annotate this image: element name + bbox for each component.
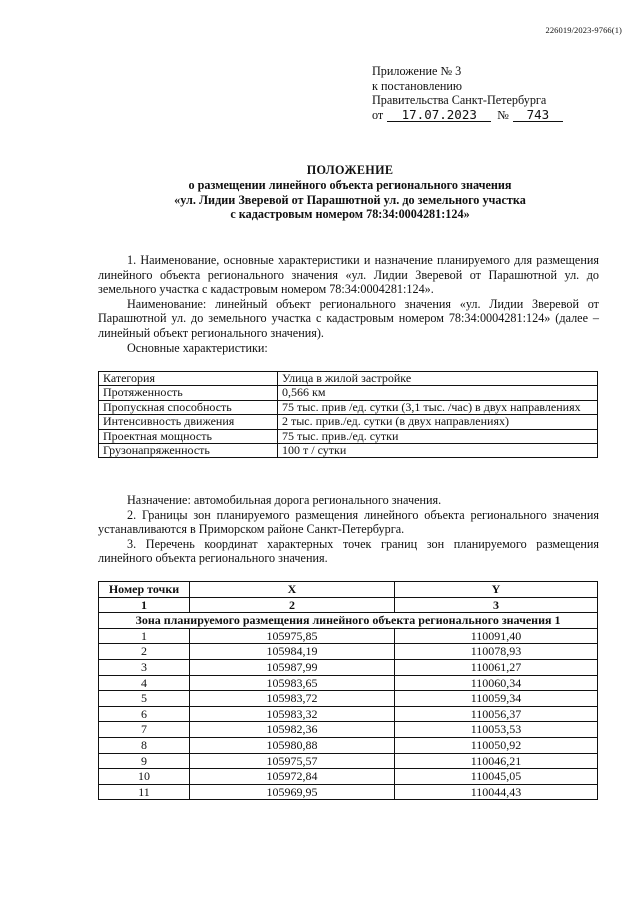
x-coordinate: 105987,99	[190, 659, 395, 675]
zone-row	[99, 613, 598, 629]
x-coordinate: 105972,84	[190, 769, 395, 785]
table-row	[99, 784, 598, 800]
point-number: 2	[99, 644, 190, 660]
column-number: 2	[190, 597, 395, 613]
point-number: 1	[99, 628, 190, 644]
table-row	[99, 722, 598, 738]
paragraph-3: Основные характеристики:	[127, 340, 268, 355]
table-row	[99, 444, 598, 458]
number-label: №	[497, 107, 509, 122]
document-title	[0, 163, 640, 222]
column-header-y: Y	[395, 582, 598, 598]
point-number: 5	[99, 691, 190, 707]
title-line-3: «ул. Лидии Зверевой от Парашютной ул. до земельного участка	[174, 192, 526, 207]
point-number: 10	[99, 769, 190, 785]
appendix-block	[372, 64, 563, 122]
y-coordinate: 110056,37	[395, 706, 598, 722]
paragraph-1: 1. Наименование, основные характеристики и назначение планируемого для размещения линейного объекта регионального значения «ул. Лидии Зверевой от Парашютной ул. до земельного участка с кадастровым номером 78:34:0004281:124».	[98, 253, 599, 297]
table-row	[99, 386, 598, 400]
appendix-line-3: Правительства Санкт-Петербурга	[372, 93, 547, 108]
point-number: 3	[99, 659, 190, 675]
from-label: от	[372, 107, 384, 122]
characteristic-key: Проектная мощность	[99, 429, 278, 443]
x-coordinate: 105983,32	[190, 706, 395, 722]
y-coordinate: 110078,93	[395, 644, 598, 660]
paragraph-2: Наименование: линейный объект регионального значения «ул. Лидии Зверевой от Парашютной ул. до земельного участка с кадастровым номером 78:34:0004281:124» (далее – линейный объект регионального значения).	[98, 296, 599, 340]
y-coordinate: 110044,43	[395, 784, 598, 800]
y-coordinate: 110046,21	[395, 753, 598, 769]
x-coordinate: 105969,95	[190, 784, 395, 800]
appendix-date-line	[372, 108, 563, 123]
table-row	[99, 628, 598, 644]
point-number: 6	[99, 706, 190, 722]
section-2-3-text	[98, 493, 599, 566]
x-coordinate: 105984,19	[190, 644, 395, 660]
y-coordinate: 110061,27	[395, 659, 598, 675]
characteristic-value: Улица в жилой застройке	[278, 372, 598, 386]
table-row	[99, 415, 598, 429]
x-coordinate: 105982,36	[190, 722, 395, 738]
y-coordinate: 110060,34	[395, 675, 598, 691]
x-coordinate: 105975,57	[190, 753, 395, 769]
document-number: 226019/2023-9766(1)	[545, 25, 622, 35]
appendix-line-1: Приложение № 3	[372, 64, 462, 78]
table-row	[99, 691, 598, 707]
purpose-paragraph: Назначение: автомобильная дорога регионального значения.	[127, 493, 442, 507]
column-header-point: Номер точки	[99, 582, 190, 598]
coordinates-table	[98, 581, 598, 800]
paragraph-coordinates: 3. Перечень координат характерных точек границ зон планируемого размещения линейного объекта регионального значения.	[98, 536, 599, 566]
y-coordinate: 110059,34	[395, 691, 598, 707]
resolution-number: 743	[513, 108, 563, 122]
x-coordinate: 105980,88	[190, 737, 395, 753]
header-row	[99, 582, 598, 598]
point-number: 9	[99, 753, 190, 769]
characteristic-value: 75 тыс. прив /ед. сутки (3,1 тыс. /час) в двух направлениях	[278, 400, 598, 414]
title-line-2: о размещении линейного объекта регионального значения	[188, 177, 512, 192]
point-number: 4	[99, 675, 190, 691]
zone-label: Зона планируемого размещения линейного объекта регионального значения 1	[99, 613, 598, 629]
paragraph-boundaries: 2. Границы зон планируемого размещения линейного объекта регионального значения устанавливаются в Приморском районе Санкт-Петербурга.	[98, 507, 599, 537]
x-coordinate: 105975,85	[190, 628, 395, 644]
point-number: 8	[99, 737, 190, 753]
point-number: 7	[99, 722, 190, 738]
point-number: 11	[99, 784, 190, 800]
characteristic-key: Грузонапряженность	[99, 444, 278, 458]
table-row	[99, 769, 598, 785]
y-coordinate: 110053,53	[395, 722, 598, 738]
resolution-date: 17.07.2023	[387, 108, 491, 122]
y-coordinate: 110045,05	[395, 769, 598, 785]
table-row	[99, 372, 598, 386]
characteristic-key: Пропускная способность	[99, 400, 278, 414]
appendix-line-2: к постановлению	[372, 78, 463, 93]
characteristic-key: Интенсивность движения	[99, 415, 278, 429]
column-header-x: X	[190, 582, 395, 598]
table-row	[99, 400, 598, 414]
title-line-4: с кадастровым номером 78:34:0004281:124»	[230, 207, 470, 222]
column-number-row	[99, 597, 598, 613]
column-number: 1	[99, 597, 190, 613]
table-row	[99, 753, 598, 769]
table-row	[99, 429, 598, 443]
table-row	[99, 659, 598, 675]
section-1-text	[98, 253, 599, 355]
y-coordinate: 110050,92	[395, 737, 598, 753]
table-row	[99, 675, 598, 691]
x-coordinate: 105983,72	[190, 691, 395, 707]
y-coordinate: 110091,40	[395, 628, 598, 644]
x-coordinate: 105983,65	[190, 675, 395, 691]
title-line-1: ПОЛОЖЕНИЕ	[306, 163, 394, 177]
table-row	[99, 644, 598, 660]
table-row	[99, 737, 598, 753]
characteristics-table	[98, 371, 598, 458]
characteristic-value: 75 тыс. прив./ед. сутки	[278, 429, 598, 443]
characteristic-key: Протяженность	[99, 386, 278, 400]
characteristic-value: 2 тыс. прив./ед. сутки (в двух направлениях)	[278, 415, 598, 429]
characteristic-value: 100 т / сутки	[278, 444, 598, 458]
characteristic-key: Категория	[99, 372, 278, 386]
table-row	[99, 706, 598, 722]
characteristic-value: 0,566 км	[278, 386, 598, 400]
column-number: 3	[395, 597, 598, 613]
